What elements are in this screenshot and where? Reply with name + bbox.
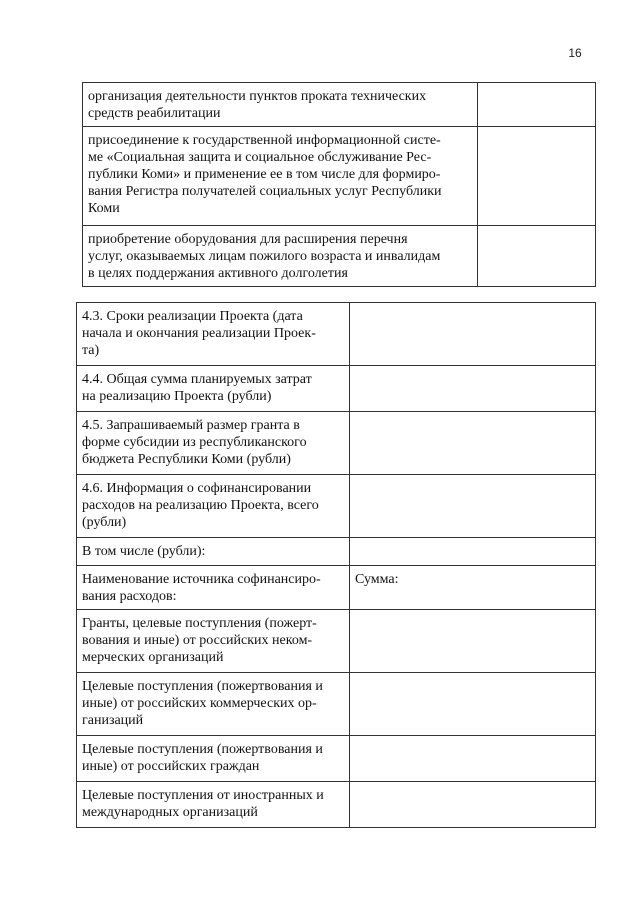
table-row	[77, 610, 596, 673]
label-cell	[77, 673, 350, 736]
value-cell[interactable]	[350, 736, 596, 782]
value-cell[interactable]	[350, 366, 596, 412]
value-cell[interactable]	[350, 538, 596, 566]
value-cell[interactable]	[350, 475, 596, 538]
table-row	[77, 366, 596, 412]
measure-text-cell	[83, 226, 478, 287]
row-label: Целевые поступления (пожертвования и иные) от российских граждан	[82, 742, 323, 774]
row-label: В том числе (рубли):	[82, 544, 206, 559]
measure-text-cell	[83, 83, 478, 127]
table-row	[77, 736, 596, 782]
label-cell	[77, 736, 350, 782]
measure-value-cell[interactable]	[478, 83, 596, 127]
table-row	[77, 673, 596, 736]
page-number: 16	[568, 46, 582, 60]
table-row	[77, 412, 596, 475]
value-cell[interactable]	[350, 673, 596, 736]
measure-text-cell	[83, 127, 478, 226]
measure-text: приобретение оборудования для расширения перечня услуг, оказываемых лицам пожилого возраста и инвалидам в целях поддержания активного долголетия	[88, 232, 441, 281]
table-row	[77, 782, 596, 828]
value-cell[interactable]	[350, 610, 596, 673]
measure-value-cell[interactable]	[478, 127, 596, 226]
table-row	[83, 226, 596, 287]
value-cell	[350, 566, 596, 610]
measure-text: организация деятельности пунктов проката технических средств реабилитации	[88, 89, 427, 121]
label-cell	[77, 303, 350, 366]
project-info-table	[76, 302, 596, 828]
row-label: 4.5. Запрашиваемый размер гранта в форме субсидии из республиканского бюджета Республики Коми (рубли)	[82, 418, 307, 467]
table-row	[77, 566, 596, 610]
row-label: Наименование источника софинансиро- вания расходов:	[82, 572, 321, 604]
label-cell	[77, 610, 350, 673]
table-row	[83, 127, 596, 226]
row-label: 4.6. Информация о софинансировании расходов на реализацию Проекта, всего (рубли)	[82, 481, 319, 530]
row-label: 4.4. Общая сумма планируемых затрат на реализацию Проекта (рубли)	[82, 372, 312, 404]
value-cell[interactable]	[350, 303, 596, 366]
label-cell	[77, 366, 350, 412]
value-cell[interactable]	[350, 782, 596, 828]
row-label: Целевые поступления (пожертвования и иные) от российских коммерческих ор- ганизаций	[82, 679, 323, 728]
measure-text: присоединение к государственной информационной систе- ме «Социальная защита и социальное обслуживание Рес- публики Коми» и применение ее в том числе для формиро- вания Регистра получателей социальных услуг Республики Коми	[88, 133, 442, 216]
table-row	[83, 83, 596, 127]
row-value: Сумма:	[355, 572, 399, 587]
row-label: Целевые поступления от иностранных и международных организаций	[82, 788, 324, 820]
label-cell	[77, 782, 350, 828]
row-label: Гранты, целевые поступления (пожерт- вования и иные) от российских неком- мерческих организаций	[82, 616, 317, 665]
label-cell	[77, 566, 350, 610]
label-cell	[77, 538, 350, 566]
measures-table	[82, 82, 596, 287]
table-row	[77, 475, 596, 538]
table-row	[77, 538, 596, 566]
row-label: 4.3. Сроки реализации Проекта (дата начала и окончания реализации Проек- та)	[82, 309, 316, 358]
label-cell	[77, 475, 350, 538]
measure-value-cell[interactable]	[478, 226, 596, 287]
value-cell[interactable]	[350, 412, 596, 475]
table-row	[77, 303, 596, 366]
label-cell	[77, 412, 350, 475]
